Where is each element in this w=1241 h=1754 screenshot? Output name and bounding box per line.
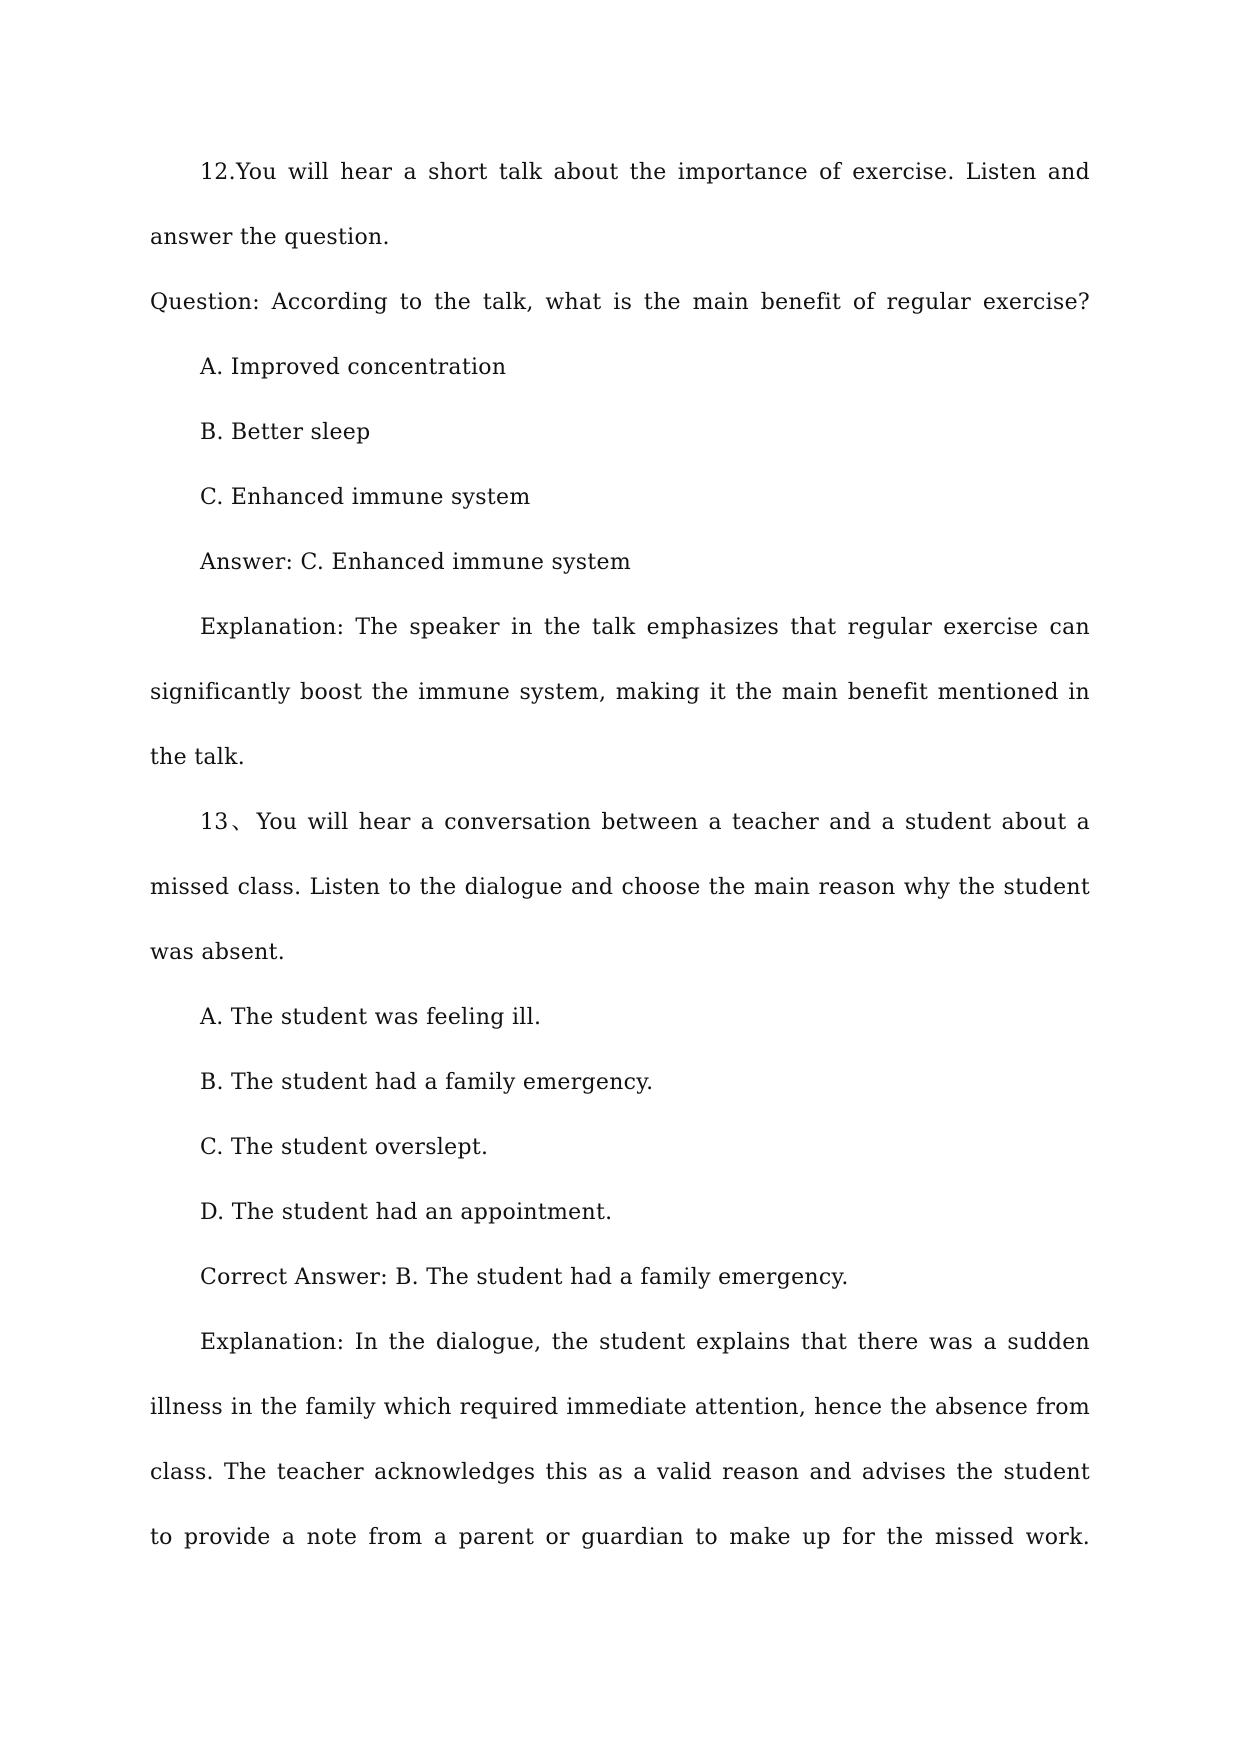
q12-question: Question: According to the talk, what is the main benefit of regular exercise? <box>150 290 1090 315</box>
q13-prompt-line-1: 13、You will hear a conversation between a teacher and a student about a <box>200 810 1090 835</box>
q13-explanation-line-4: to provide a note from a parent or guardian to make up for the missed work. <box>150 1525 1090 1550</box>
q13-explanation-line-1: Explanation: In the dialogue, the student explains that there was a sudden <box>200 1330 1090 1355</box>
q12-explanation-line-3: the talk. <box>150 745 246 770</box>
q12-prompt-line-1: 12.You will hear a short talk about the importance of exercise. Listen and <box>200 160 1090 185</box>
q13-explanation-line-2: illness in the family which required immediate attention, hence the absence from <box>150 1395 1090 1420</box>
q12-option-b: B. Better sleep <box>200 420 371 445</box>
q13-option-d: D. The student had an appointment. <box>200 1200 613 1225</box>
q12-option-a: A. Improved concentration <box>200 355 507 380</box>
q12-explanation-line-1: Explanation: The speaker in the talk emphasizes that regular exercise can <box>200 615 1090 640</box>
q13-prompt-line-3: was absent. <box>150 940 286 965</box>
q13-explanation-line-3: class. The teacher acknowledges this as a valid reason and advises the student <box>150 1460 1090 1485</box>
q12-option-c: C. Enhanced immune system <box>200 485 531 510</box>
document-page <box>150 140 1090 1570</box>
q13-option-b: B. The student had a family emergency. <box>200 1070 654 1095</box>
q13-prompt-line-2: missed class. Listen to the dialogue and choose the main reason why the student <box>150 875 1090 900</box>
q13-option-c: C. The student overslept. <box>200 1135 489 1160</box>
q13-answer: Correct Answer: B. The student had a family emergency. <box>200 1265 849 1290</box>
q12-prompt-line-2: answer the question. <box>150 225 390 250</box>
q12-answer: Answer: C. Enhanced immune system <box>200 550 631 575</box>
q12-explanation-line-2: significantly boost the immune system, making it the main benefit mentioned in <box>150 680 1090 705</box>
q13-option-a: A. The student was feeling ill. <box>200 1005 542 1030</box>
